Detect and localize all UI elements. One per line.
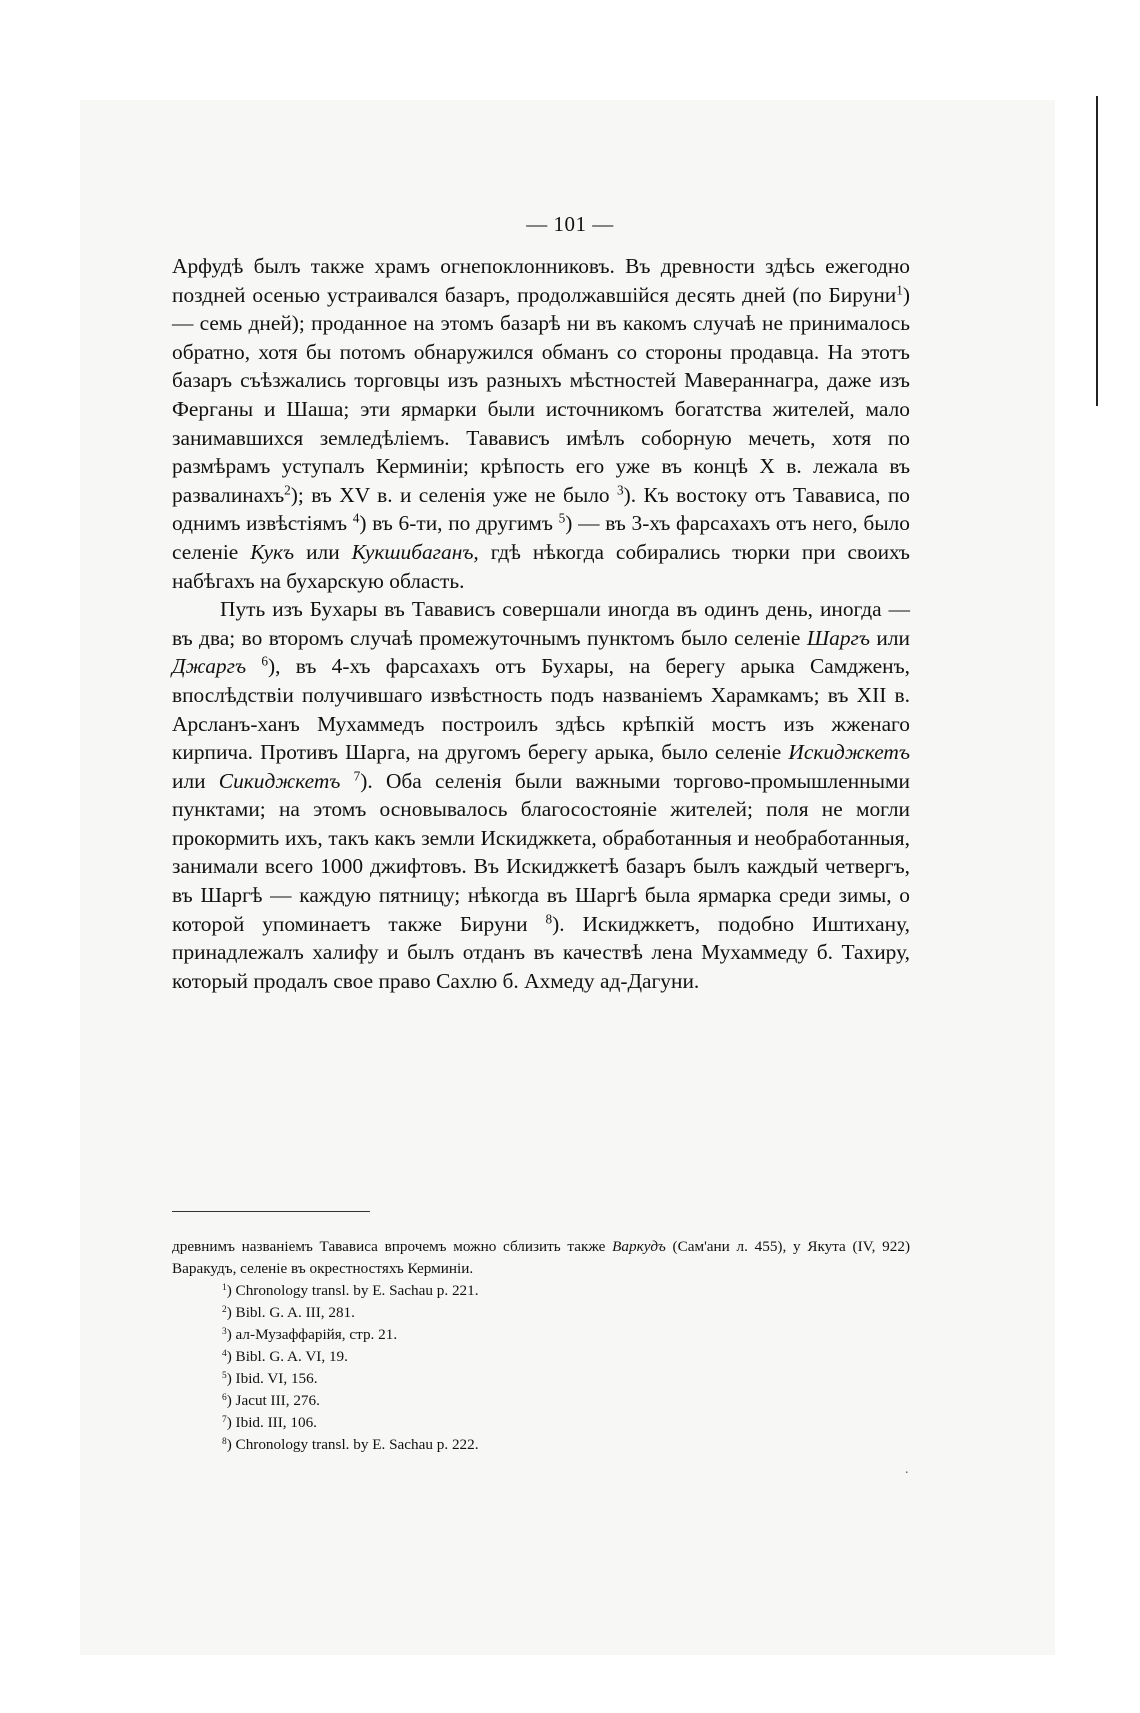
place-name-italic: Джаргъ xyxy=(172,654,247,679)
place-name-italic: Искиджкетъ xyxy=(788,740,910,765)
paragraph-2-text: ). Оба селенія были важными торгово-промышленными пунктами; на этомъ основывалось благосостояніе жителей; поля не могли прокормить ихъ, такъ какъ земли Искиджкета, обработанныя и необработанныя, занимали всего 1000 джифтовъ. Въ Искиджкетѣ базаръ былъ каждый четвергъ, въ Шаргѣ — каждую пятницу; нѣкогда въ Шаргѣ была ярмарка среди зимы, о которой упоминаетъ также Бируни xyxy=(172,768,910,936)
page-number: — 101 — xyxy=(526,212,614,236)
place-name-italic: Варкудъ xyxy=(612,1238,666,1255)
footnote-item xyxy=(172,1390,910,1412)
footnote-text: ) Chronology transl. by E. Sachau p. 221. xyxy=(226,1282,479,1299)
footnote-item xyxy=(172,1302,910,1324)
place-name-italic: Кукъ xyxy=(250,539,295,564)
footnote-marker: 7 xyxy=(222,1414,227,1425)
page-edge-line xyxy=(1096,96,1098,406)
paragraph-1 xyxy=(172,252,910,595)
footnote-item xyxy=(172,1368,910,1390)
footnote-ref-3: 3 xyxy=(616,482,624,498)
place-name-italic: Кукшибаганъ, xyxy=(351,539,479,564)
footnote-text: ) ал-Музаффарійя, стр. 21. xyxy=(226,1326,398,1343)
paragraph-1-text: Арфудѣ былъ также храмъ огнепоклонниковъ. Въ древности здѣсь ежегодно поздней осенью устраивался базаръ, продолжавшійся десять дней (по Бируни xyxy=(172,254,910,307)
paragraph-2-text: ). Искиджкетъ, подобно Иштихану, принадлежалъ халифу и былъ отданъ въ качествѣ лена Мухаммеду б. Тахиру, который продалъ свое право Сахлю б. Ахмеду ад-Дагуни. xyxy=(172,911,910,993)
paragraph-2-text: Путь изъ Бухары въ Тавависъ совершали иногда въ одинъ день, иногда — въ два; во второмъ случаѣ промежуточнымъ пунктомъ было селеніе xyxy=(172,597,910,650)
footnote-text: ) Jacut III, 276. xyxy=(226,1392,320,1409)
paragraph-2 xyxy=(172,595,910,995)
paragraph-1-text: ) — въ 3-хъ фарсахахъ отъ него, было селеніе xyxy=(172,511,910,564)
main-text xyxy=(172,252,910,995)
footnote-separator xyxy=(172,1211,370,1212)
footnote-ref-1: 1 xyxy=(896,282,903,298)
footnote-ref-2: 2 xyxy=(284,482,291,498)
paragraph-1-text: ) — семь дней); проданное на этомъ базарѣ ни въ какомъ случаѣ не принималось обратно, хотя бы потомъ обнаружился обманъ со стороны продавца. На этотъ базаръ съѣзжались торговцы изъ разныхъ мѣстностей Мавераннагра, даже изъ Ферганы и Шаша; эти ярмарки были источникомъ богатства жителей, мало занимавшихся земледѣліемъ. Тавависъ имѣлъ соборную мечеть, хотя по размѣрамъ уступалъ Керминіи; крѣпость его уже въ концѣ X в. лежала въ развалинахъ xyxy=(172,282,910,507)
footnote-item xyxy=(172,1346,910,1368)
footnote-ref-8: 8 xyxy=(545,911,553,927)
footnote-list xyxy=(172,1280,910,1456)
footnote-text: ) Bibl. G. A. III, 281. xyxy=(226,1304,355,1321)
footnote-item xyxy=(172,1280,910,1302)
place-name-italic: Сикиджкетъ xyxy=(218,768,341,793)
footnote-continuation xyxy=(172,1236,910,1280)
footnote-ref-5: 5 xyxy=(558,511,566,527)
footnote-item xyxy=(172,1324,910,1346)
paragraph-1-text: или xyxy=(306,539,340,564)
footnote-ref-4: 4 xyxy=(352,511,360,527)
place-name-italic: Шаргъ xyxy=(806,625,870,650)
footnote-marker: 4 xyxy=(222,1348,227,1359)
footnote-marker: 3 xyxy=(222,1326,227,1337)
footnotes xyxy=(172,1236,910,1456)
paragraph-2-text: или xyxy=(876,625,910,650)
paragraph-1-text: ). Къ востоку отъ Тавависа, по однимъ извѣстіямъ xyxy=(172,482,910,536)
paragraph-2-text: ), въ 4-хъ фарсахахъ отъ Бухары, на берегу арыка Самдженъ, впослѣдствіи получившаго извѣстность подъ названіемъ Харамкамъ; въ XII в. Арсланъ-ханъ Мухаммедъ построилъ здѣсь крѣпкій мостъ изъ жженаго кирпича. Противъ Шарга, на другомъ берегу арыка, было селеніе xyxy=(172,654,910,765)
footnote-marker: 8 xyxy=(222,1436,227,1447)
footnote-ref-7: 7 xyxy=(353,768,361,784)
paragraph-1-text: ) въ 6-ти, по другимъ xyxy=(359,511,553,536)
footnote-ref-6: 6 xyxy=(261,654,268,670)
footnote-text: ) Ibid. III, 106. xyxy=(226,1414,317,1431)
footnote-marker: 5 xyxy=(222,1370,227,1381)
footnote-marker: 2 xyxy=(222,1304,227,1315)
footnote-item xyxy=(172,1412,910,1434)
paragraph-2-text: или xyxy=(172,768,206,793)
footnote-continuation-text: древнимъ названіемъ Тавависа впрочемъ можно сблизить также xyxy=(172,1238,606,1255)
footnote-marker: 6 xyxy=(222,1392,227,1403)
paragraph-1-text: ); въ XV в. и селенія уже не было xyxy=(290,482,610,507)
footnote-marker: 1 xyxy=(222,1282,227,1293)
footnote-item xyxy=(172,1434,910,1456)
stray-dot-mark: . xyxy=(905,1462,909,1477)
footnote-continuation-text: (Сам'ани л. 455), у Якута (IV, 922) Варакудъ, селеніе въ окрестностяхъ Керминіи. xyxy=(172,1238,911,1277)
footnote-text: ) Bibl. G. A. VI, 19. xyxy=(226,1348,348,1365)
footnote-text: ) Ibid. VI, 156. xyxy=(226,1370,318,1387)
footnote-text: ) Chronology transl. by E. Sachau p. 222. xyxy=(226,1436,479,1453)
paragraph-1-text: гдѣ нѣкогда собирались тюрки при своихъ набѣгахъ на бухарскую область. xyxy=(172,539,910,593)
